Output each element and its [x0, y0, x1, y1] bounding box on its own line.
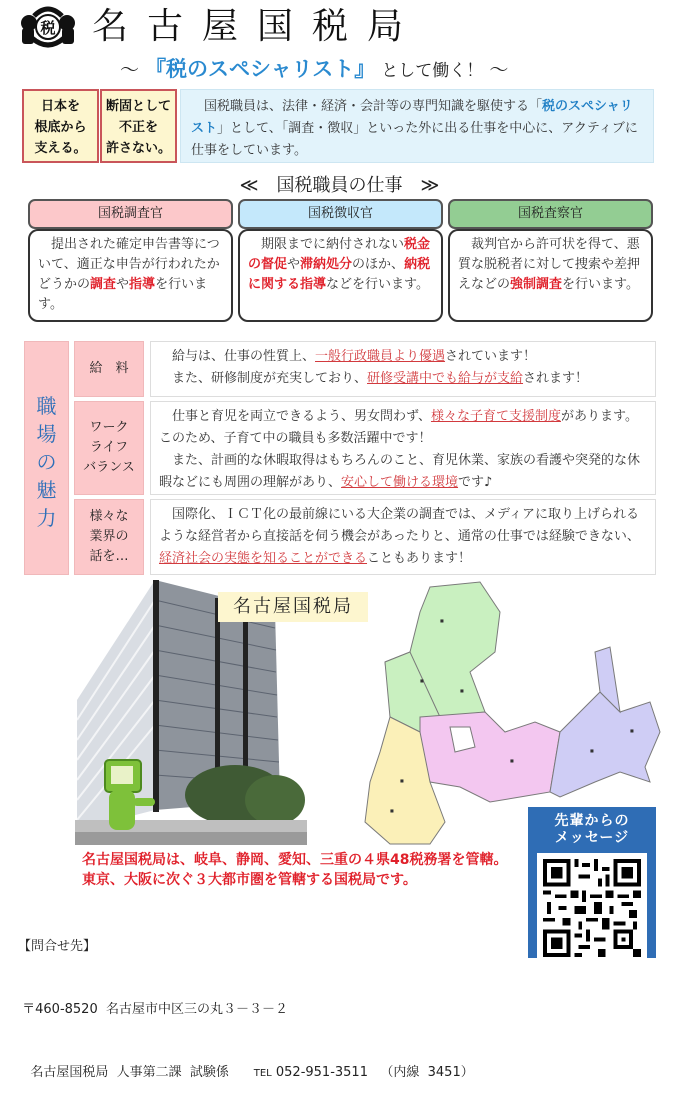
appeal-label-work-life [74, 401, 144, 495]
side-char: 職 [36, 394, 57, 418]
svg-text:■: ■ [630, 728, 634, 733]
contact-dept-line [18, 1062, 474, 1084]
tax-emblem-icon [20, 8, 76, 46]
body-text: 国際化、ＩＣＴ化の最前線にいる大企業の調査では、メディアに取り上げられるような経営者から直接話を伺う機会があったりと、通常の仕事では経験できない、 [159, 507, 640, 544]
jobs-heading: ≪ 国税職員の仕事 ≫ [239, 175, 440, 196]
workplace-appeal-label [24, 341, 69, 575]
body-text: 提出された確定申告書等について、適正な申告が行われたかどうかの [38, 237, 220, 292]
label-line: バランス [83, 460, 135, 475]
subtitle-prefix: ～ [120, 59, 140, 81]
motto-line: 日本を [40, 99, 80, 114]
emphasis-text: 税金の督促 [248, 237, 431, 272]
page-title: 名古屋国税局 [92, 6, 423, 47]
label-line: ライフ [89, 440, 129, 455]
body-text: などを行います。 [326, 277, 429, 292]
motto-line: 根底から [34, 120, 87, 135]
underlined-text: 一般行政職員より優遇 [315, 349, 446, 364]
emphasis-text: 納税に関する指導 [248, 257, 431, 292]
subtitle-highlight: 『税のスペシャリスト』 [145, 57, 376, 81]
body-text: されます！ [523, 371, 589, 386]
job-desc-investigator [28, 229, 233, 322]
appeal-text-salary [150, 341, 656, 397]
emphasis-text: 強制調査 [510, 277, 563, 292]
senpai-title-line: メッセージ [554, 830, 630, 846]
body-text: です♪ [458, 475, 493, 490]
label-line: 業界の [89, 529, 129, 544]
body-text: を行います。 [562, 277, 639, 292]
qr-code-icon [543, 859, 641, 957]
contact-address: 〒460-8520 名古屋市中区三の丸３－３－２ [18, 1002, 288, 1017]
job-title-collector: 国税徴収官 [238, 199, 443, 229]
body-text: や [116, 277, 130, 292]
jurisdiction-note [82, 850, 507, 890]
motto-line: 不正を [118, 120, 158, 135]
note-line-1: 名古屋国税局は、岐阜、静岡、愛知、三重の４県48税務署を管轄。 [82, 852, 508, 868]
label-line: 様々な [89, 509, 129, 524]
qr-code[interactable] [537, 853, 647, 963]
body-text: 期限までに納付されない [248, 237, 405, 252]
svg-text:税: 税 [40, 19, 56, 37]
phone-icon: TEL [253, 1068, 272, 1079]
svg-text:■: ■ [420, 678, 424, 683]
body-text: こともあります！ [367, 551, 472, 566]
photo-label: 名古屋国税局 [218, 592, 368, 622]
body-text: を行います。 [38, 277, 208, 312]
contact-tel[interactable]: 052-951-3511 [275, 1065, 368, 1080]
side-char: 力 [36, 506, 57, 530]
body-text: されています！ [445, 349, 537, 364]
intro-text-before: 国税職員は、法律・経済・会計等の専門知識を駆使する「 [191, 99, 543, 114]
emphasis-text: 指導 [129, 277, 156, 292]
underlined-text: 安心して働ける環境 [341, 475, 459, 490]
appeal-label-salary [74, 341, 144, 397]
body-text: 裁判官から許可状を得て、悪質な脱税者に対して捜索や差押えなどの [458, 237, 641, 292]
job-desc-inspector [448, 229, 653, 322]
intro-highlight: 税のスペシャリスト [191, 99, 633, 136]
svg-text:■: ■ [400, 778, 404, 783]
motto-line: 支える。 [34, 141, 87, 156]
body-text: また、研修制度が充実しており、 [159, 371, 368, 386]
job-title-investigator: 国税調査官 [28, 199, 233, 229]
side-char: 魅 [36, 478, 57, 502]
body-text: 仕事と育児を両立できるよう、男女問わず、 [159, 409, 431, 424]
note-line-2: 東京、大阪に次ぐ３大都市圏を管轄する国税局です。 [82, 872, 417, 888]
svg-text:■: ■ [460, 688, 464, 693]
motto-line: 許さない。 [105, 141, 171, 156]
contact-ext: （内線 3451） [380, 1065, 474, 1080]
appeal-text-work-life [150, 401, 656, 495]
side-char: の [36, 450, 57, 474]
emphasis-text: 調査 [90, 277, 117, 292]
motto-box-2 [100, 89, 177, 163]
contact-heading: 【問合せ先】 [18, 939, 97, 954]
emphasis-text: 滞納処分 [300, 257, 353, 272]
intro-text [180, 89, 654, 163]
senpai-title-line: 先輩からの [554, 813, 630, 829]
body-text: のほか、 [352, 257, 405, 272]
body-text: 給与は、仕事の性質上、 [159, 349, 316, 364]
label-line: ワーク [89, 420, 129, 435]
motto-box-1 [22, 89, 99, 163]
contact-info [18, 894, 474, 1105]
body-text: や [287, 257, 301, 272]
body-text: があります。このため、子育て中の職員も多数活躍中です！ [159, 409, 638, 446]
motto-line: 断固として [105, 99, 171, 114]
contact-dept: 名古屋国税局 人事第二課 試験係 [18, 1065, 229, 1080]
side-char: 場 [36, 422, 57, 446]
intro-text-after: 」として、「調査・徴収」といった外に出る仕事を中心に、アクティブに仕事をしています。 [191, 121, 638, 158]
senpai-message-link[interactable] [528, 807, 656, 958]
underlined-text: 経済社会の実態を知ることができる [159, 551, 368, 566]
body-text: また、計画的な休暇取得はもちろんのこと、育児休業、家族の看護や突発的な休暇などにも周囲の理解があり、 [159, 453, 641, 490]
svg-text:■: ■ [590, 748, 594, 753]
underlined-text: 様々な子育て支援制度 [430, 409, 561, 424]
underlined-text: 研修受講中でも給与が支給 [367, 371, 524, 386]
job-title-inspector: 国税査察官 [448, 199, 653, 229]
svg-text:■: ■ [510, 758, 514, 763]
subtitle-rest: として働く！ [381, 61, 484, 81]
appeal-label-industries [74, 499, 144, 575]
svg-text:■: ■ [390, 808, 394, 813]
appeal-text-industries [150, 499, 656, 575]
job-desc-collector [238, 229, 443, 322]
svg-text:■: ■ [440, 618, 444, 623]
subtitle-suffix: ～ [489, 59, 509, 81]
label-line: 給 料 [89, 361, 129, 376]
page-subtitle [120, 56, 508, 84]
label-line: 話を… [89, 549, 129, 564]
